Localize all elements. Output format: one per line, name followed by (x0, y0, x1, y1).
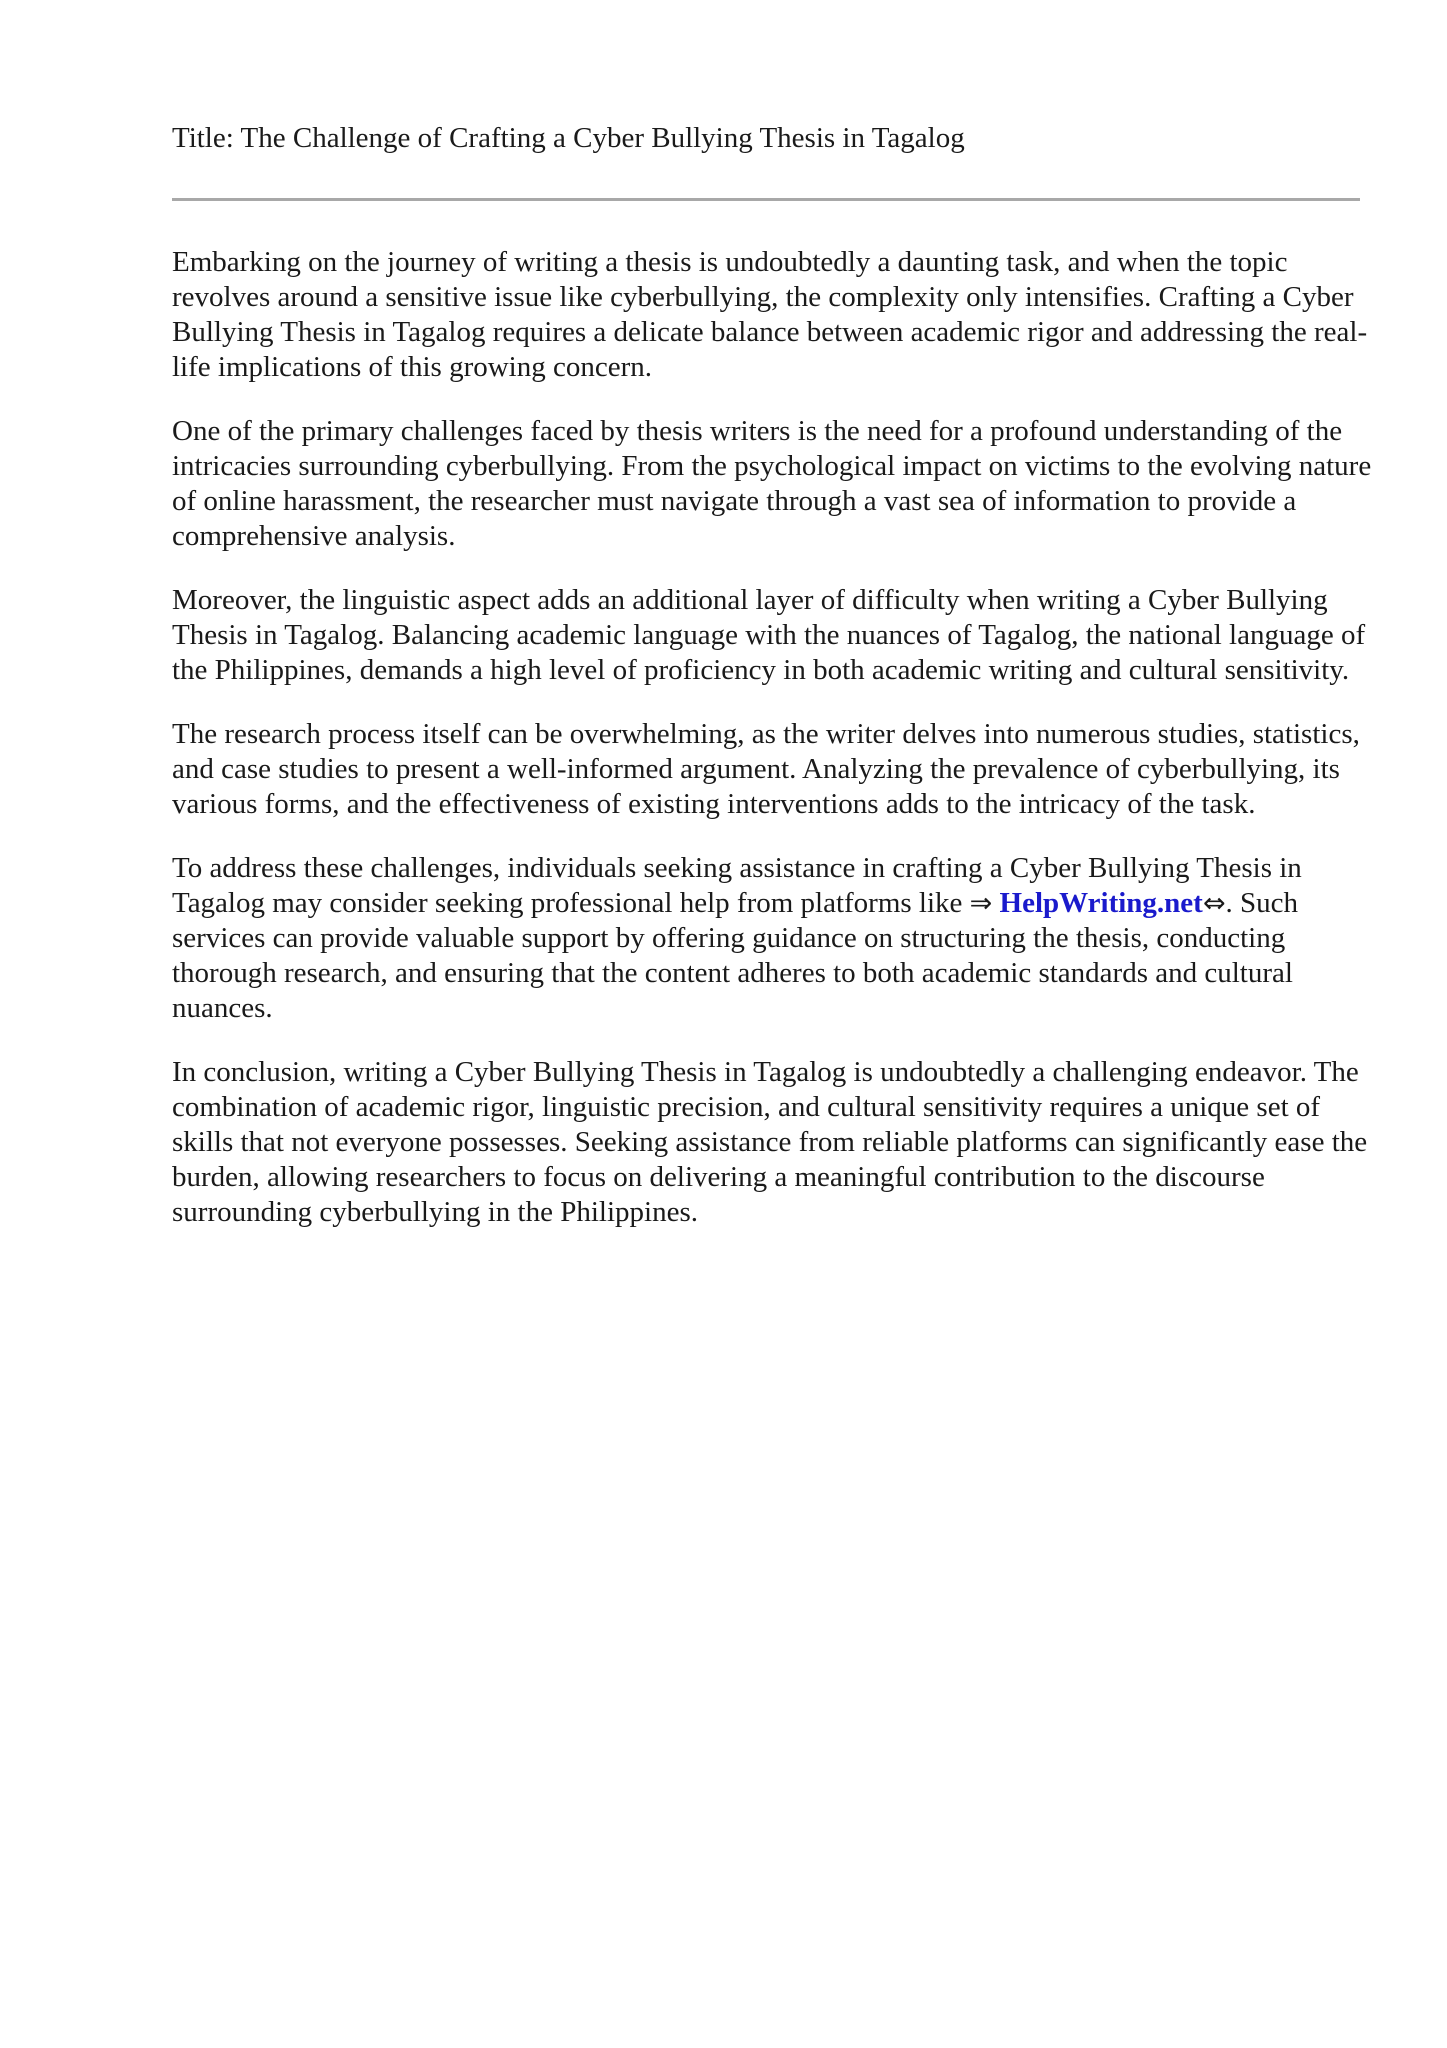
paragraph-assistance-before: To address these challenges, individuals seeking assistance in crafting a Cyber Bullying Thesis in Tagalog may consider seeking professional help from platforms like (172, 852, 1302, 919)
paragraph-conclusion: In conclusion, writing a Cyber Bullying Thesis in Tagalog is undoubtedly a challenging endeavor. The combination of academic rigor, linguistic precision, and cultural sensitivity requires a unique set of skills that not everyone possesses. Seeking assistance from reliable platforms can significantly ease the burden, allowing researchers to focus on delivering a meaningful contribution to the discourse surrounding cyberbullying in the Philippines. (172, 1056, 1368, 1228)
title-divider (172, 198, 1360, 201)
helpwriting-link[interactable]: HelpWriting.net (999, 887, 1203, 919)
right-double-arrow-icon: ⇒ (969, 888, 993, 919)
paragraph-assistance-after: . Such services can provide valuable support by offering guidance on structuring the thesis, conducting thorough research, and ensuring that the content adheres to both academic standards and cultural nuances. (172, 887, 1298, 1024)
paragraph-assistance (172, 851, 1372, 1026)
paragraph-intro: Embarking on the journey of writing a thesis is undoubtedly a daunting task, and when the topic revolves around a sensitive issue like cyberbullying, the complexity only intensifies. Crafting a Cyber Bullying Thesis in Tagalog requires a delicate balance between academic rigor and addressing the real-life implications of this growing concern. (172, 246, 1368, 383)
document-body (172, 245, 1372, 1230)
document-page (172, 118, 1372, 1259)
paragraph-challenges: One of the primary challenges faced by thesis writers is the need for a profound understanding of the intricacies surrounding cyberbullying. From the psychological impact on victims to the evolving nature of online harassment, the researcher must navigate through a vast sea of information to provide a comprehensive analysis. (172, 415, 1372, 552)
paragraph-research: The research process itself can be overwhelming, as the writer delves into numerous studies, statistics, and case studies to present a well-informed argument. Analyzing the prevalence of cyberbullying, its various forms, and the effectiveness of existing interventions adds to the intricacy of the task. (172, 718, 1360, 820)
document-title: Title: The Challenge of Crafting a Cyber Bullying Thesis in Tagalog (172, 122, 965, 154)
paragraph-linguistic: Moreover, the linguistic aspect adds an additional layer of difficulty when writing a Cyber Bullying Thesis in Tagalog. Balancing academic language with the nuances of Tagalog, the national language of the Philippines, demands a high level of proficiency in both academic writing and cultural sensitivity. (172, 584, 1366, 686)
left-right-double-arrow-icon: ⇔ (1202, 888, 1226, 919)
